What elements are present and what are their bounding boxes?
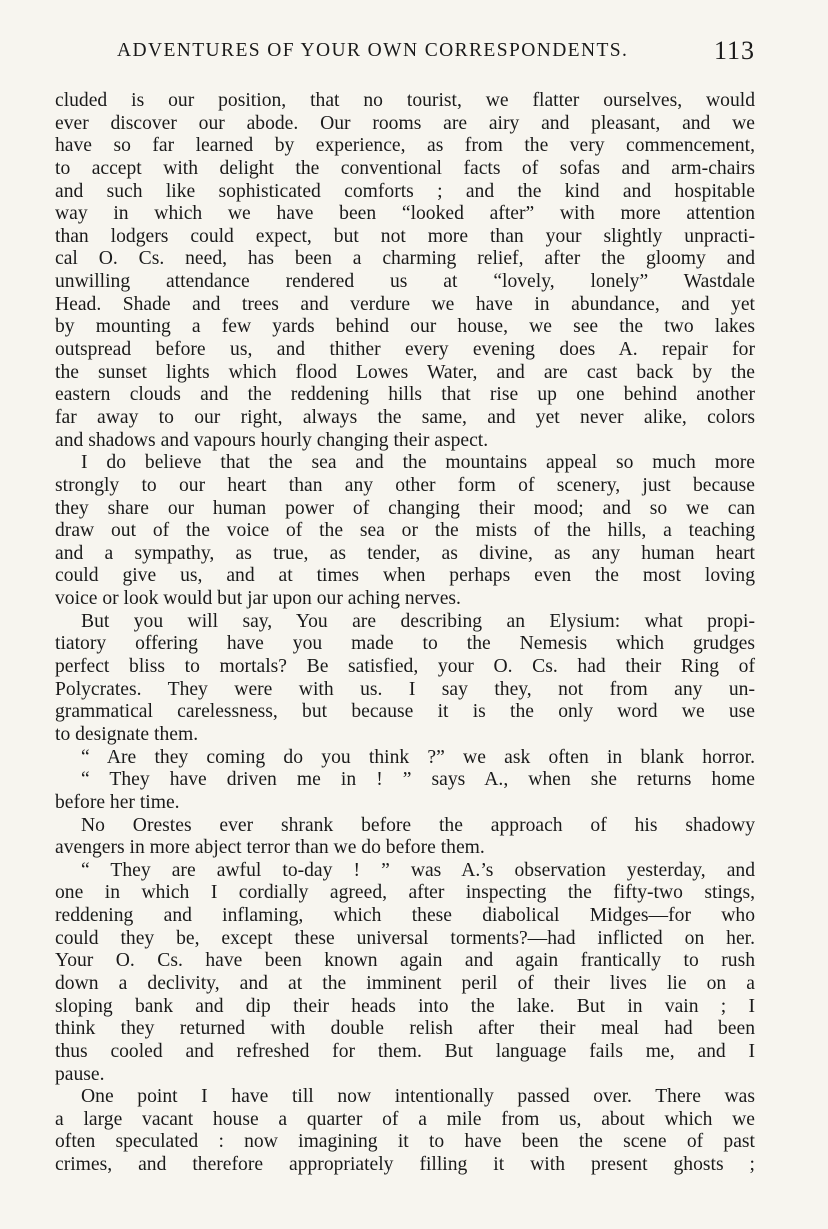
text-line: “ They have driven me in ! ” says A., when she returns home <box>81 769 755 791</box>
text-line: could give us, and at times when perhaps even the most loving <box>55 565 755 587</box>
body-text <box>55 90 755 1177</box>
text-line: Head. Shade and trees and verdure we have in abundance, and yet <box>55 293 755 315</box>
text-line: down a declivity, and at the imminent peril of their lives lie on a <box>55 972 755 994</box>
text-line: and such like sophisticated comforts ; and the kind and hospitable <box>55 180 755 202</box>
text-line: the sunset lights which flood Lowes Water, and are cast back by the <box>55 361 755 383</box>
text-line: could they be, except these universal torments?—had inflicted on her. <box>55 927 755 949</box>
text-line: cal O. Cs. need, has been a charming relief, after the gloomy and <box>55 248 755 270</box>
page-number: 113 <box>713 36 755 65</box>
text-line: than lodgers could expect, but not more than your slightly unpracti- <box>55 225 755 247</box>
text-line: have so far learned by experience, as from the very commencement, <box>55 135 755 157</box>
text-line: unwilling attendance rendered us at “lovely, lonely” Wastdale <box>55 271 755 293</box>
text-line: pause. <box>55 1063 105 1085</box>
text-line: reddening and inflaming, which these diabolical Midges—for who <box>55 905 755 927</box>
text-line: Your O. Cs. have been known again and again frantically to rush <box>55 950 755 972</box>
text-line: voice or look would but jar upon our aching nerves. <box>55 588 461 610</box>
text-line: grammatical carelessness, but because it is the only word we use <box>55 701 755 723</box>
text-line: Polycrates. They were with us. I say they, not from any un- <box>55 678 755 700</box>
text-line: draw out of the voice of the sea or the mists of the hills, a teaching <box>55 520 755 542</box>
text-line: strongly to our heart than any other form of scenery, just because <box>55 474 755 496</box>
text-line: often speculated : now imagining it to have been the scene of past <box>55 1131 755 1153</box>
text-line: to accept with delight the conventional facts of sofas and arm-chairs <box>55 157 755 179</box>
text-line: tiatory offering have you made to the Nemesis which grudges <box>55 633 755 655</box>
text-line: I do believe that the sea and the mountains appeal so much more <box>81 452 755 474</box>
text-line: before her time. <box>55 791 180 813</box>
text-line: sloping bank and dip their heads into the lake. But in vain ; I <box>55 995 755 1017</box>
text-line: by mounting a few yards behind our house, we see the two lakes <box>55 316 755 338</box>
text-line: “ Are they coming do you think ?” we ask often in blank horror. <box>81 746 755 768</box>
text-line: cluded is our position, that no tourist, we flatter ourselves, would <box>55 90 755 111</box>
text-line: outspread before us, and thither every evening does A. repair for <box>55 339 755 361</box>
text-line: to designate them. <box>55 723 199 745</box>
text-line: and a sympathy, as true, as tender, as divine, as any human heart <box>55 542 755 564</box>
text-line: far away to our right, always the same, and yet never alike, colors <box>55 406 755 428</box>
text-line: perfect bliss to mortals? Be satisfied, your O. Cs. had their Ring of <box>55 656 755 678</box>
text-line: way in which we have been “looked after” with more attention <box>55 203 755 225</box>
text-line: “ They are awful to-day ! ” was A.’s observation yesterday, and <box>81 859 755 881</box>
text-line: crimes, and therefore appropriately filling it with present ghosts ; <box>55 1154 755 1176</box>
text-line: avengers in more abject terror than we do before them. <box>55 837 485 859</box>
text-line: One point I have till now intentionally passed over. There was <box>81 1086 755 1108</box>
text-line: thus cooled and refreshed for them. But language fails me, and I <box>55 1040 755 1062</box>
text-line: eastern clouds and the reddening hills that rise up one behind another <box>55 384 755 406</box>
text-line: one in which I cordially agreed, after inspecting the fifty-two stings, <box>55 882 755 904</box>
text-line: ever discover our abode. Our rooms are airy and pleasant, and we <box>55 112 755 134</box>
text-line: they share our human power of changing their mood; and so we can <box>55 497 755 519</box>
running-head: ADVENTURES OF YOUR OWN CORRESPONDENTS. <box>117 40 629 61</box>
text-line: But you will say, You are describing an Elysium: what propi- <box>81 610 755 632</box>
text-line: think they returned with double relish after their meal had been <box>55 1018 755 1040</box>
page-header <box>55 36 755 68</box>
text-line: and shadows and vapours hourly changing their aspect. <box>55 429 489 451</box>
text-line: a large vacant house a quarter of a mile from us, about which we <box>55 1108 755 1130</box>
text-line: No Orestes ever shrank before the approach of his shadowy <box>81 814 755 836</box>
